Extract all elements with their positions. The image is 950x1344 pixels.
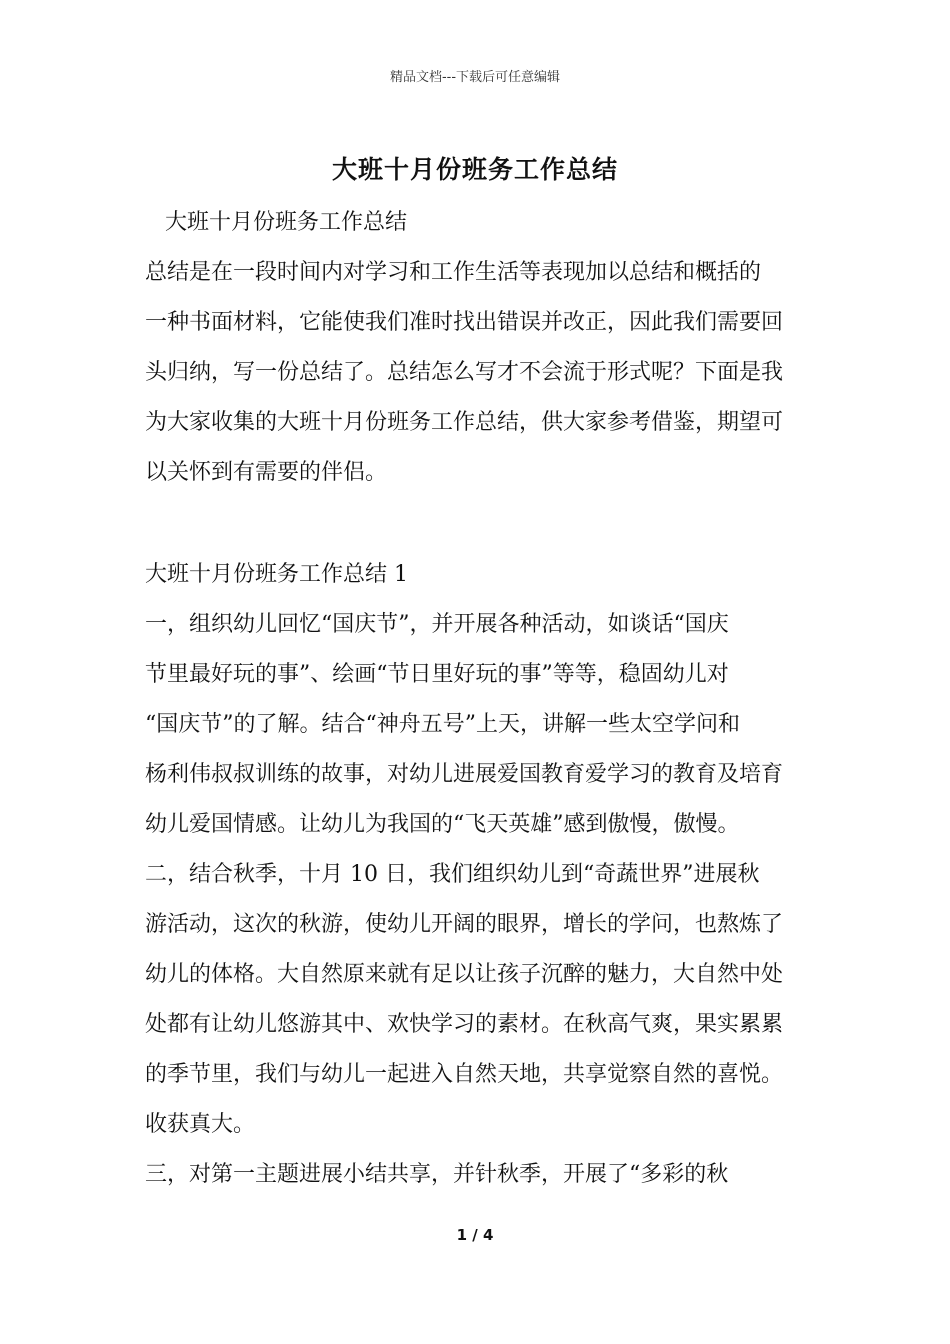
page-header: 精品文档---下载后可任意编辑: [389, 70, 561, 85]
section-body: [145, 600, 810, 1200]
paragraph-line: 幼儿爱国情感。让幼儿为我国的“飞天英雄”感到傲慢，傲慢。: [145, 812, 740, 837]
paragraph-line: 为大家收集的大班十月份班务工作总结，供大家参考借鉴，期望可: [145, 410, 784, 435]
paragraph-line: “国庆节”的了解。结合“神舟五号”上天，讲解一些太空学问和: [145, 712, 740, 737]
document-title: 大班十月份班务工作总结: [331, 155, 618, 184]
section-heading: 大班十月份班务工作总结 1: [145, 562, 408, 587]
paragraph-line: 处都有让幼儿悠游其中、欢快学习的素材。在秋高气爽，果实累累: [145, 1012, 784, 1037]
paragraph-line: 的季节里，我们与幼儿一起进入自然天地，共享觉察自然的喜悦。: [145, 1062, 784, 1087]
page-number: 1 / 4: [456, 1226, 494, 1244]
document-body: [145, 198, 810, 1200]
paragraph-line: 以关怀到有需要的伴侣。: [145, 460, 388, 485]
document-subtitle: 大班十月份班务工作总结: [165, 210, 408, 235]
paragraph-spacer: [145, 498, 810, 550]
paragraph-line: 一种书面材料，它能使我们准时找出错误并改正，因此我们需要回: [145, 310, 784, 335]
paragraph-line: 头归纳，写一份总结了。总结怎么写才不会流于形式呢？下面是我: [145, 360, 784, 385]
paragraph-line: 三，对第一主题进展小结共享，并针秋季，开展了“多彩的秋: [145, 1162, 729, 1187]
paragraph-line: 杨利伟叔叔训练的故事，对幼儿进展爱国教育爱学习的教育及培育: [145, 762, 784, 787]
intro-paragraph: [145, 248, 810, 498]
paragraph-line: 一，组织幼儿回忆“国庆节”，并开展各种活动，如谈话“国庆: [145, 612, 729, 637]
paragraph-line: 节里最好玩的事”、绘画“节日里好玩的事”等等，稳固幼儿对: [145, 662, 729, 687]
paragraph-line: 幼儿的体格。大自然原来就有足以让孩子沉醉的魅力，大自然中处: [145, 962, 784, 987]
paragraph-line: 游活动，这次的秋游，使幼儿开阔的眼界，增长的学问，也熬炼了: [145, 912, 784, 937]
paragraph-line: 总结是在一段时间内对学习和工作生活等表现加以总结和概括的: [145, 260, 762, 285]
paragraph-line: 二，结合秋季，十月 10 日，我们组织幼儿到“奇蔬世界”进展秋: [145, 862, 760, 887]
paragraph-line: 收获真大。: [145, 1112, 256, 1137]
